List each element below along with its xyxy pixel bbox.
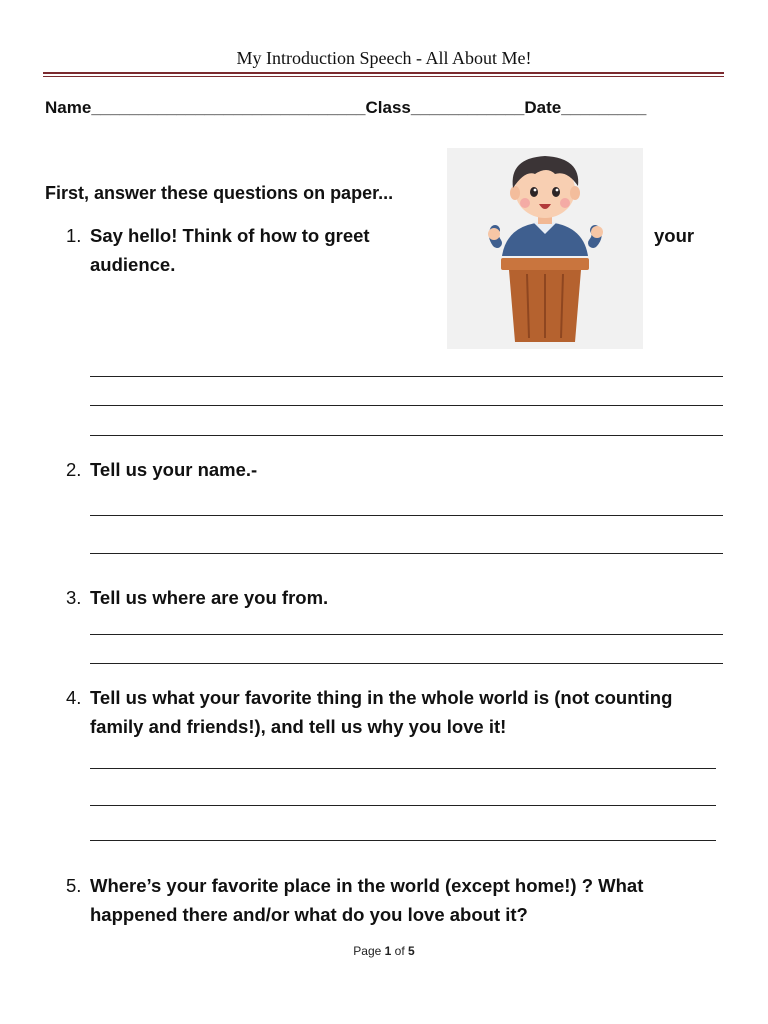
page-label: Page <box>353 944 382 958</box>
answer-line[interactable] <box>90 553 723 554</box>
class-label: Class <box>365 98 411 117</box>
answer-line[interactable] <box>90 515 723 516</box>
answer-line[interactable] <box>90 435 723 436</box>
class-blank[interactable]: ____________ <box>410 98 525 117</box>
student-info-line <box>45 98 646 118</box>
question-text: Tell us where are you from. <box>90 587 329 608</box>
question-text-line1: Say hello! Think of how to greet <box>90 225 370 246</box>
answer-line[interactable] <box>90 663 723 664</box>
page-number <box>0 944 768 958</box>
name-label: Name <box>45 98 92 117</box>
question-text-line2: audience. <box>90 254 176 275</box>
page-total: 5 <box>408 944 415 958</box>
speaker-at-podium-illustration <box>447 148 643 349</box>
page-of-label: of <box>394 944 405 958</box>
question-text: Where’s your favorite place in the world (except home!) ? What happened there and/or what do you love about it? <box>90 875 644 925</box>
answer-line[interactable] <box>90 376 723 377</box>
answer-line[interactable] <box>90 405 723 406</box>
answer-line[interactable] <box>90 805 716 806</box>
question-number: 4. <box>66 687 82 708</box>
date-blank[interactable]: _________ <box>561 98 647 117</box>
answer-line[interactable] <box>90 840 716 841</box>
question-number: 5. <box>66 875 82 896</box>
question-text: Tell us your name.- <box>90 459 258 480</box>
instructions-heading: First, answer these questions on paper... <box>45 183 394 203</box>
page-current: 1 <box>384 944 392 958</box>
answer-line[interactable] <box>90 634 723 635</box>
page-title: My Introduction Speech - All About Me! <box>236 48 532 68</box>
question-text: Tell us what your favorite thing in the whole world is (not counting family and friends!), and tell us why you love it! <box>90 687 673 737</box>
speaker-icon <box>447 148 643 349</box>
question-text-tail: your <box>654 225 695 246</box>
question-text <box>90 221 410 279</box>
question-number: 1. <box>66 225 82 246</box>
question-number: 2. <box>66 459 82 480</box>
date-label: Date <box>524 98 562 117</box>
answer-line[interactable] <box>90 768 716 769</box>
header-divider <box>43 72 724 77</box>
name-blank[interactable]: _____________________________ <box>91 98 366 117</box>
question-number: 3. <box>66 587 82 608</box>
